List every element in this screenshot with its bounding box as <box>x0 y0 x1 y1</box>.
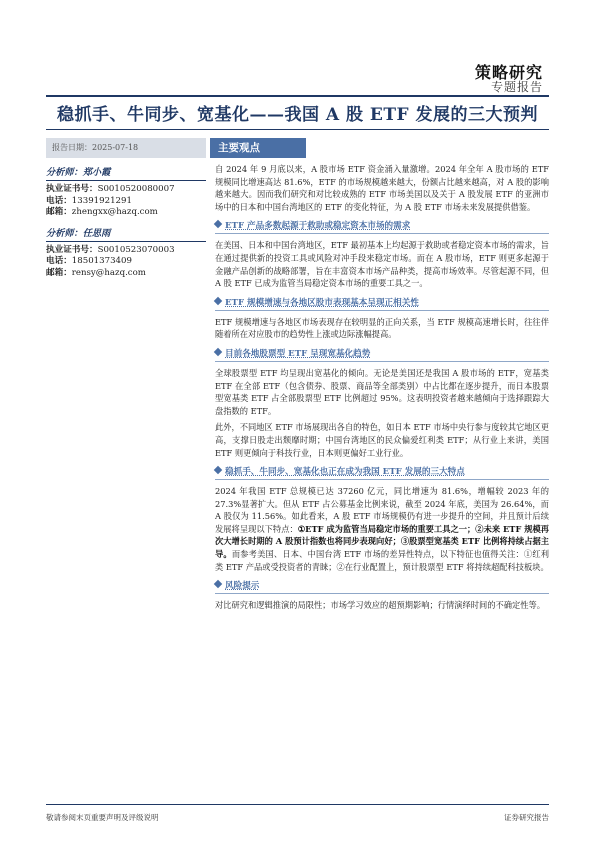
bullet-heading <box>215 466 549 478</box>
analyst-cert <box>46 245 206 257</box>
body-text-bold: ①ETF 成为监管当局稳定市场的重要工具之一；②未来 ETF 规模再次大增长时期的 A 股预计指数也将同步表现向好；③股票型宽基类 ETF 比例将持续占据主导。 <box>215 523 549 560</box>
analyst-email <box>46 268 206 280</box>
email-label: 邮箱： <box>46 267 72 278</box>
bullet-title: 风险提示 <box>225 581 260 592</box>
analyst-card <box>46 225 206 280</box>
report-date: 报告日期：2025-07-18 <box>46 138 206 158</box>
body-paragraph: 此外，不同地区 ETF 市场展现出各自的特色，如日本 ETF 市场中央行参与度较其它地区更高，支撑日股走出颓靡时期；中国台湾地区的民众偏爱红利类 ETF；从行业上来讲，美国 ETF 则更倾向于科技行业，日本则更偏好工业行业。 <box>215 422 549 458</box>
email-label: 邮箱： <box>46 207 72 217</box>
phone-value: 13391921291 <box>71 195 132 206</box>
footer-divider <box>46 804 549 805</box>
diamond-bullet-icon <box>214 297 222 305</box>
bullet-title: 稳抓手、牛同步、宽基化也正在成为我国 ETF 发展的三大特点 <box>225 467 465 478</box>
analyst-name: 分析师：郑小霞 <box>46 164 206 181</box>
bullet-heading <box>215 220 549 232</box>
bullet-divider <box>215 479 549 480</box>
diamond-bullet-icon <box>214 466 222 474</box>
bullet-divider <box>215 310 549 311</box>
body-paragraph: 对比研究和逻辑推演的局限性；市场学习效应的超预期影响；行情演绎时间的不确定性等。 <box>215 600 545 611</box>
cert-value: S0010520080007 <box>97 184 175 194</box>
bullet-title: ETF 产品多数起源于救助或稳定资本市场的需求 <box>225 221 411 232</box>
footer-report-label: 证券研究报告 <box>504 813 549 822</box>
body-text: 而参考美国、日本、中国台湾 ETF 市场的差异性特点，以下特征也值得关注：①红利类 ETF 产品或受投资者的青睐；②在行业配置上，预计股票型 ETF 将持续超配科技板块。 <box>215 549 550 572</box>
diamond-bullet-icon <box>214 220 222 228</box>
bullet-heading <box>215 580 549 592</box>
report-type-label: 专题报告 <box>490 80 543 94</box>
analyst-name: 分析师：任思雨 <box>46 225 206 242</box>
diamond-bullet-icon <box>214 348 222 356</box>
title-divider <box>46 129 549 130</box>
main-content <box>215 138 549 612</box>
bullet-divider <box>215 361 549 362</box>
footer-disclaimer: 敬请参阅末页重要声明及评级说明 <box>46 813 159 822</box>
analyst-card <box>46 164 206 219</box>
bullet-heading <box>215 348 549 360</box>
cert-label: 执业证书号： <box>46 244 98 255</box>
diamond-bullet-icon <box>214 580 222 588</box>
email-link[interactable]: rensy@hazq.com <box>71 267 146 278</box>
bullet-divider <box>215 233 549 234</box>
top-divider <box>46 95 549 97</box>
analyst-phone <box>46 256 206 268</box>
body-paragraph <box>215 485 549 573</box>
body-paragraph: ETF 规模增速与各地区市场表现存在较明显的正向关系，当 ETF 规模高速增长时，往往伴随着所在对应股市的趋势性上涨或边际涨幅提高。 <box>215 316 549 340</box>
intro-paragraph: 自 2024 年 9 月底以来，A 股市场 ETF 资金涌入量激增。2024 年全年 A 股市场的 ETF 规模同比增速高达 81.6%，ETF 的市场规模越来越大，份额占比越来越高，对 A 股的影响越来越大。因而我们研究和对比较成熟的 ETF 市场美国以及关于 A 股发展 ETF 的亚洲市场中的日本和中国台湾地区的 ETF 的变化特征，为 A 股 ETF 市场未来发展提供借鉴。 <box>215 164 549 212</box>
body-text: 2024 年我国 ETF 总规模已达 37260 亿元，同比增速为 81.6%，增幅较 2023 年的 27.3%显著扩大。但从 ETF 占公募基金比例来说，截至 2024 年底，美国为 26.64%，而 A 股仅为 11.56%。如此看来，A 股 ETF 市场规模仍有进一步提升的空间，并且预计后续发展将呈现以下特点： <box>215 486 549 534</box>
body-paragraph: 在美国、日本和中国台湾地区，ETF 最初基本上均起源于救助或者稳定资本市场的需求，旨在通过提供新的投资工具或风险对冲手段来稳定市场。而在 A 股市场，ETF 则更多起源于金融产品创新的战略部署，旨在丰富资本市场产品种类，提高市场效率。尽管起源不同，但 A 股 ETF 已成为监管当局稳定资本市场的重要工具之一。 <box>215 240 549 289</box>
section-title: 主要观点 <box>210 138 306 158</box>
bullet-divider <box>215 593 549 594</box>
analyst-email <box>46 207 206 219</box>
brand-label: 策略研究 <box>474 63 543 82</box>
cert-label: 执业证书号： <box>46 184 98 194</box>
bullet-heading <box>215 297 549 309</box>
phone-label: 电话： <box>46 256 72 266</box>
phone-value: 18501373409 <box>71 256 132 266</box>
analyst-cert <box>46 184 206 196</box>
email-link[interactable]: zhengxx@hazq.com <box>71 207 158 217</box>
cert-value: S0010523070003 <box>97 244 175 255</box>
analyst-sidebar <box>46 138 206 279</box>
phone-label: 电话： <box>46 195 72 206</box>
analyst-phone <box>46 196 206 208</box>
bullet-title: ETF 规模增速与各地区股市表现基本呈现正相关性 <box>225 297 419 308</box>
bullet-title: 目前各地股票型 ETF 呈现宽基化趋势 <box>225 348 371 359</box>
body-paragraph: 全球股票型 ETF 均呈现出宽基化的倾向。无论是美国还是我国 A 股市场的 ETF，宽基类 ETF 在全部 ETF（包含债券、股票、商品等全部类别）中占比都在逐步提升，而日本股票型宽基类 ETF 占全部股票型 ETF 比例超过 95%。这表明投资者越来越倾向于选择跟踪大盘指数的 ETF。 <box>215 367 549 416</box>
page-title: 稳抓手、牛同步、宽基化——我国 A 股 ETF 发展的三大预判 <box>56 105 539 125</box>
